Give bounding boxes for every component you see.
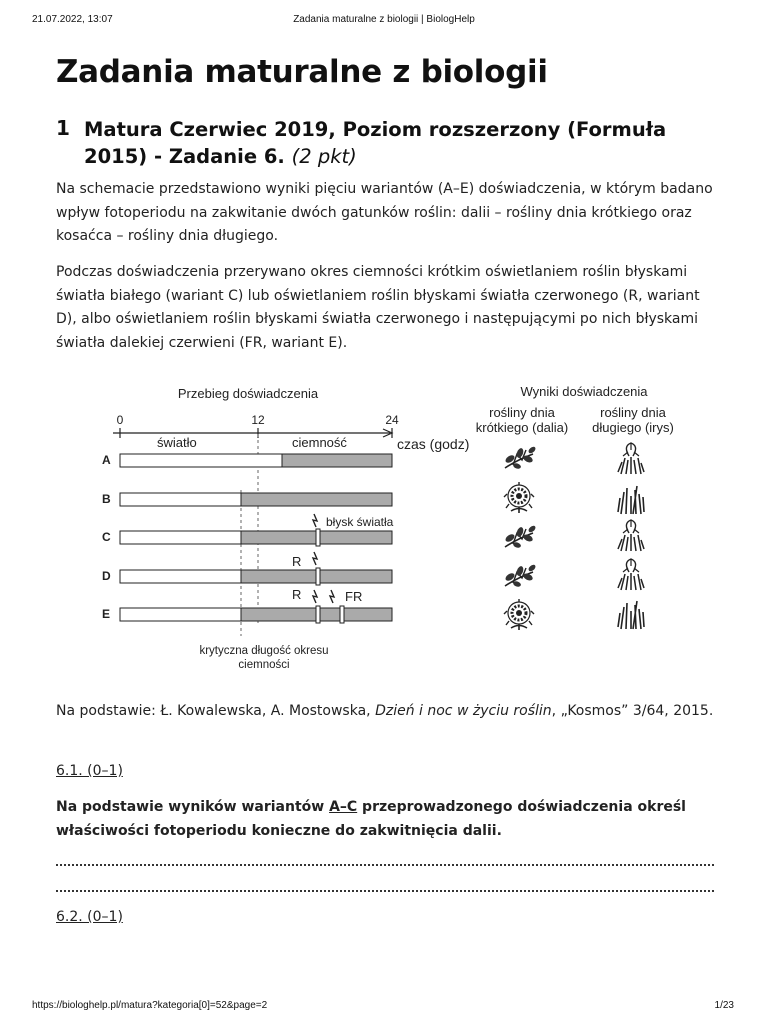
col2-header-line1: rośliny dnia	[600, 405, 666, 420]
sub1-text-before: Na podstawie wyników wariantów	[56, 799, 330, 815]
row-label-b: B	[102, 492, 111, 506]
print-page-count: 1/23	[714, 1000, 734, 1011]
col1-header-line1: rośliny dnia	[489, 405, 555, 420]
source-prefix: Na podstawie: Ł. Kowalewska, A. Mostowska,	[56, 703, 376, 719]
tick-24: 24	[385, 413, 399, 427]
row-d-dalia-no-flower-icon	[504, 564, 536, 588]
subquestion-6-1-text	[56, 796, 716, 843]
col1-header-line2: krótkiego (dalia)	[475, 420, 569, 435]
diagram-title-left: Przebieg doświadczenia	[177, 386, 319, 401]
critical-label-line1: krytyczna długość okresu	[199, 645, 329, 657]
print-page-title: Zadania maturalne z biologii | BiologHelp	[293, 14, 475, 25]
answer-line-2[interactable]	[56, 890, 714, 892]
row-label-e: E	[102, 607, 111, 621]
row-a-irys-flower-icon	[618, 443, 644, 474]
row-a-dark-bar	[282, 454, 392, 467]
label-light: światło	[157, 435, 197, 450]
source-title: Dzień i noc w życiu roślin	[375, 703, 552, 719]
row-e-light-bar	[120, 608, 241, 621]
row-label-d: D	[102, 569, 111, 583]
row-c-dalia-no-flower-icon	[504, 525, 536, 549]
question-title-text: Matura Czerwiec 2019, Poziom rozszerzony (Formuła 2015) - Zadanie 6.	[84, 118, 667, 168]
source-citation	[56, 700, 716, 724]
row-label-a: A	[102, 453, 111, 467]
diagram-title-right: Wyniki doświadczenia	[520, 384, 648, 399]
row-e-dalia-flower-icon	[504, 599, 534, 630]
row-c-irys-flower-icon	[618, 520, 644, 551]
row-e-r-bolt-icon	[313, 590, 317, 603]
label-dark: ciemność	[292, 435, 347, 450]
question-title	[84, 116, 714, 170]
row-e-r-label: R	[292, 587, 302, 602]
subquestion-6-2-label: 6.2. (0–1)	[56, 909, 123, 925]
row-e-red-flash	[316, 606, 320, 623]
tick-0: 0	[116, 413, 124, 427]
row-e-fr-bolt-icon	[330, 590, 334, 603]
row-b-dark-bar	[241, 493, 392, 506]
axis-label: czas (godz)	[397, 436, 470, 452]
experiment-diagram	[0, 370, 768, 680]
row-b-irys-no-flower-icon	[618, 486, 644, 514]
print-datetime: 21.07.2022, 13:07	[32, 14, 113, 25]
tick-12: 12	[251, 413, 265, 427]
intro-paragraph-2: Podczas doświadczenia przerywano okres ciemności krótkim oświetlaniem roślin błyskami światła białego (wariant C) lub oświetlaniem roślin błyskami światła czerwonego (R, wariant D), albo oświetlaniem roślin błyskami światła czerwonego i następującymi po nich błyskami światła dalekiej czerwieni (FR, wariant E).	[56, 264, 700, 351]
question-number: 1	[56, 116, 70, 140]
row-a-dalia-no-flower-icon	[504, 446, 536, 470]
flash-label: błysk światła	[326, 515, 394, 529]
critical-label-line2: ciemności	[238, 659, 290, 671]
row-c-flash	[316, 529, 320, 546]
question-points: (2 pkt)	[291, 145, 357, 168]
row-label-c: C	[102, 530, 111, 544]
page-title: Zadania maturalne z biologii	[56, 54, 548, 90]
row-d-red-flash	[316, 568, 320, 585]
row-a-light-bar	[120, 454, 282, 467]
row-d-light-bar	[120, 570, 241, 583]
answer-line-1[interactable]	[56, 864, 714, 866]
row-b-dalia-flower-icon	[504, 482, 534, 513]
subquestion-6-1-label: 6.1. (0–1)	[56, 763, 123, 779]
source-suffix: , „Kosmos” 3/64, 2015.	[551, 703, 714, 719]
row-d-r-label: R	[292, 554, 302, 569]
row-e-irys-no-flower-icon	[618, 601, 644, 629]
row-b-light-bar	[120, 493, 241, 506]
row-d-bolt-icon	[313, 552, 317, 565]
flash-bolt-icon	[313, 514, 317, 527]
row-c-light-bar	[120, 531, 241, 544]
row-e-fr-label: FR	[345, 589, 363, 604]
row-d-irys-flower-icon	[618, 559, 644, 590]
sub1-text-after: przeprowadzonego doświadczenia określ właściwości fotoperiodu konieczne do zakwitnięcia dalii.	[56, 799, 686, 839]
print-url[interactable]: https://biologhelp.pl/matura?kategoria[0]=52&page=2	[32, 1000, 268, 1011]
row-e-far-red-flash	[340, 606, 344, 623]
sub1-range: A–C	[329, 799, 358, 815]
col2-header-line2: długiego (irys)	[592, 420, 674, 435]
intro-paragraph-1: Na schemacie przedstawiono wyniki pięciu wariantów (A–E) doświadczenia, w którym badano wpływ fotoperiodu na zakwitanie dwóch gatunków roślin: dalii – rośliny dnia krótkiego oraz kosaćca – rośliny dnia długiego.	[56, 181, 713, 244]
